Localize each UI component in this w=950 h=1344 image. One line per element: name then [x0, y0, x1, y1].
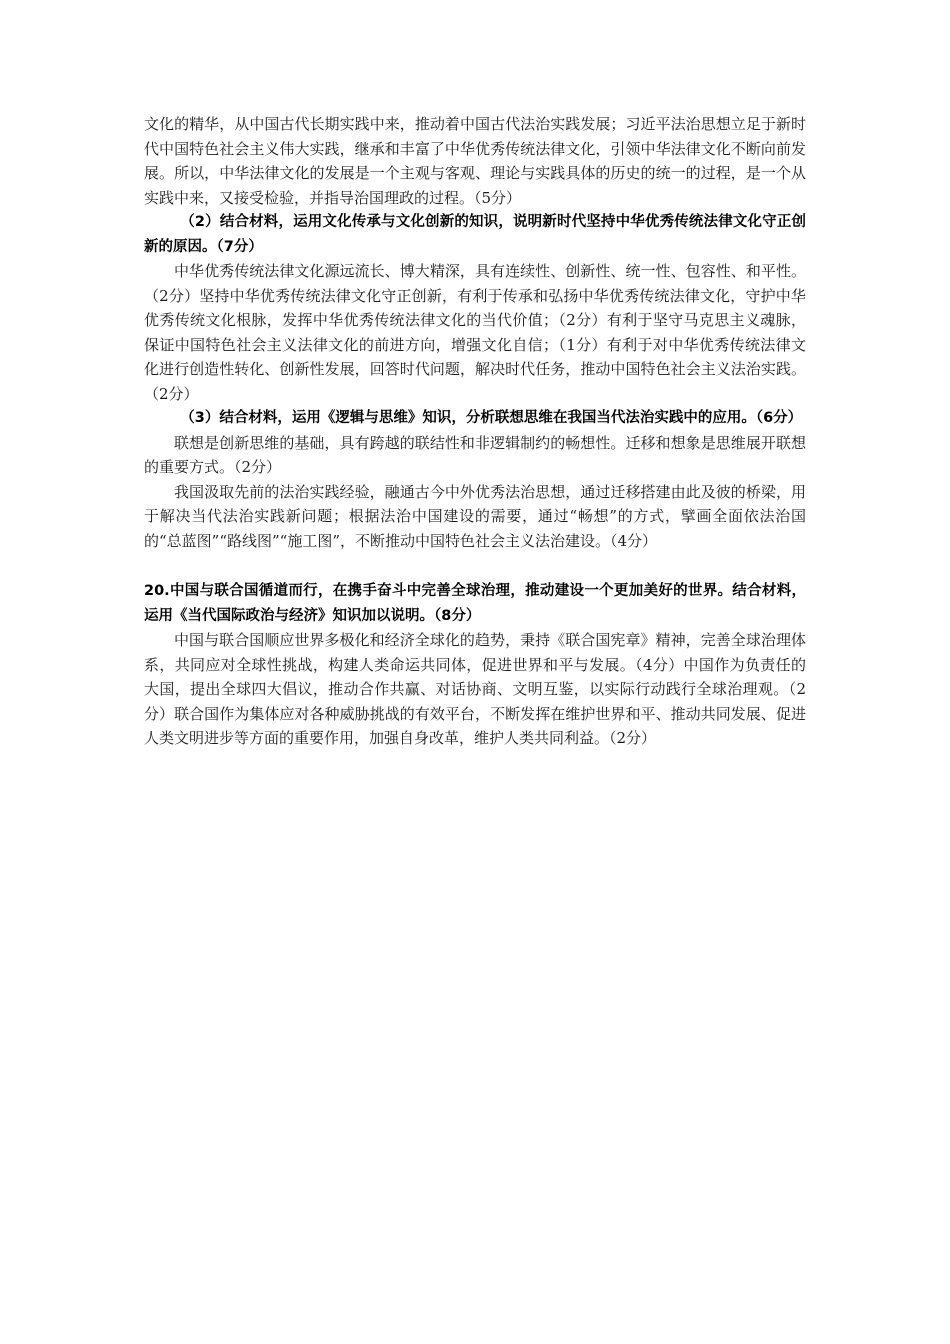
- question-20: 20.中国与联合国循道而行，在携手奋斗中完善全球治理，推动建设一个更加美好的世界。结合材料，运用《当代国际政治与经济》知识加以说明。（8分）: [144, 583, 806, 624]
- answer-20: 中国与联合国顺应世界多极化和经济全球化的趋势，秉持《联合国宪章》精神，完善全球治理体系，共同应对全球性挑战，构建人类命运共同体，促进世界和平与发展。（4分）中国作为负责任的大国，提出全球四大倡议，推动合作共赢、对话协商、文明互鉴，以实际行动践行全球治理观。（2分）联合国作为集体应对各种威胁挑战的有效平台，不断发挥在维护世界和平、推动共同发展、促进人类文明进步等方面的重要作用，加强自身改革，维护人类共同利益。（2分）: [144, 631, 806, 747]
- intro-paragraph: 文化的精华，从中国古代长期实践中来，推动着中国古代法治实践发展；习近平法治思想立足于新时代中国特色社会主义伟大实践，继承和丰富了中华优秀传统法律文化，引领中华法律文化不断向前发展。所以，中华法律文化的发展是一个主观与客观、理论与实践具体的历史的统一的过程，是一个从实践中来，又接受检验，并指导治国理政的过程。（5分）: [144, 115, 806, 207]
- section-spacer: [144, 553, 806, 579]
- document-page: [144, 112, 806, 751]
- answer-3-part-2: 我国汲取先前的法治实践经验，融通古今中外优秀法治思想，通过迁移搭建由此及彼的桥梁，用于解决当代法治实践新问题；根据法治中国建设的需要，通过“畅想”的方式，擘画全面依法治国的“总蓝图”“路线图”“施工图”，不断推动中国特色社会主义法治建设。（4分）: [144, 482, 806, 550]
- question-3: （3）结合材料，运用《逻辑与思维》知识，分析联想思维在我国当代法治实践中的应用。（6分）: [180, 410, 803, 426]
- question-2: （2）结合材料，运用文化传承与文化创新的知识，说明新时代坚持中华优秀传统法律文化守正创新的原因。（7分）: [144, 214, 806, 255]
- answer-3-part-1: 联想是创新思维的基础，具有跨越的联结性和非逻辑制约的畅想性。迁移和想象是思维展开联想的重要方式。（2分）: [144, 433, 806, 476]
- answer-2: 中华优秀传统法律文化源远流长、博大精深，具有连续性、创新性、统一性、包容性、和平性。（2分）坚持中华优秀传统法律文化守正创新，有利于传承和弘扬中华优秀传统法律文化，守护中华优秀传统文化根脉，发挥中华优秀传统法律文化的当代价值；（2分）有利于坚守马克思主义魂脉，保证中国特色社会主义法律文化的前进方向，增强文化自信；（1分）有利于对中华优秀传统法律文化进行创造性转化、创新性发展，回答时代问题，解决时代任务，推动中国特色社会主义法治实践。（2分）: [144, 262, 806, 403]
